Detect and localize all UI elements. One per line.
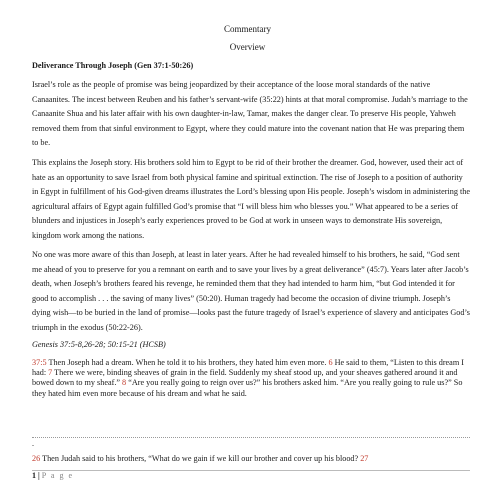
verse-text: There we were, binding sheaves of grain in the field. Suddenly my sheaf stood up, and your sheaves gathered around it and bowed down to my sheaf.” [32,368,458,388]
verse-number: 27 [360,454,369,463]
paragraph-3: No one was more aware of this than Joseph, at least in later years. After he had revealed himself to his brothers, he said, “God sent me ahead of you to preserve for you a remnant on earth and to save your lives by a great deliverance” (45:7). Years later after Jacob’s death, when Joseph’s brothers feared his revenge, he reminded them that they had intended to harm him, “but God intended it for good to accomplish . . . the saving of many lives” (50:20). Human tragedy had become the occasion of divine triumph. Joseph’s dying wish—to be buried in the land of promise—looks past the future tragedy of Israel’s experience of slavery and anticipates God’s triumph in the exodus (50:22-26). [32,250,470,332]
verse-text: “Are you really going to reign over us?” his brothers asked him. “Are you really going to rule us?” So they hated him even more because of his dream and what he said. [32,378,463,398]
verse-number: 37:5 [32,358,47,367]
page-label: P a g e [41,471,74,480]
verse-number: 26 [32,454,41,463]
verse-number: 8 [122,378,127,388]
page-footer [32,470,74,481]
footer-separator: | [36,471,42,480]
divider-mark: . [32,439,34,448]
verse-text: Then Judah said to his brothers, “What do we gain if we kill our brother and cover up his blood? [40,454,361,463]
scripture-passage-2 [32,454,470,464]
section-divider [32,437,470,438]
verse-text: He said to them, “Listen to this dream I had: [32,358,464,378]
paragraph-1: Israel’s role as the people of promise was being jeopardized by their acceptance of the loose moral standards of the native Canaanites. The incest between Reuben and his father’s servant-wife (35:22) hints at that moral compromise. Judah’s marriage to the Canaanite Shua and his later affair with his own daughter-in-law, Tamar, makes the danger clear. To preserve His people, Yahweh removed them from that sinful environment to Egypt, where they could mature into the covenant nation that He was preparing them to be. [32,80,468,148]
page-subtitle: Overview [229,42,266,52]
verse-number: 6 [328,358,333,367]
verse-number: 7 [48,368,53,378]
page-number: 1 [32,471,36,480]
scripture-passage [32,358,470,399]
footer-rule [32,470,470,471]
verse-text: Then Joseph had a dream. When he told it to his brothers, they hated him even more. [46,358,329,367]
scripture-reference: Genesis 37:5-8,26-28; 50:15-21 (HCSB) [32,340,166,349]
section-heading: Deliverance Through Joseph (Gen 37:1-50:26) [32,61,194,70]
page-title: Commentary [224,24,271,34]
paragraph-2: This explains the Joseph story. His brothers sold him to Egypt to be rid of their brother the dreamer. God, however, used their act of hate as an opportunity to save Israel from both physical famine and spiritual extinction. The rise of Joseph to a position of authority in Egypt in fulfillment of his God-given dreams illustrates the Lord’s blessing upon His people. Joseph’s wisdom in administering the agricultural affairs of Egypt again fulfilled God’s promise that “I will bless him who blesses you.” What appeared to be a series of blunders and injustices in Joseph’s early experiences proved to be God at work in unseen ways to demonstrate His sovereign, kingdom work among the nations. [32,158,470,240]
